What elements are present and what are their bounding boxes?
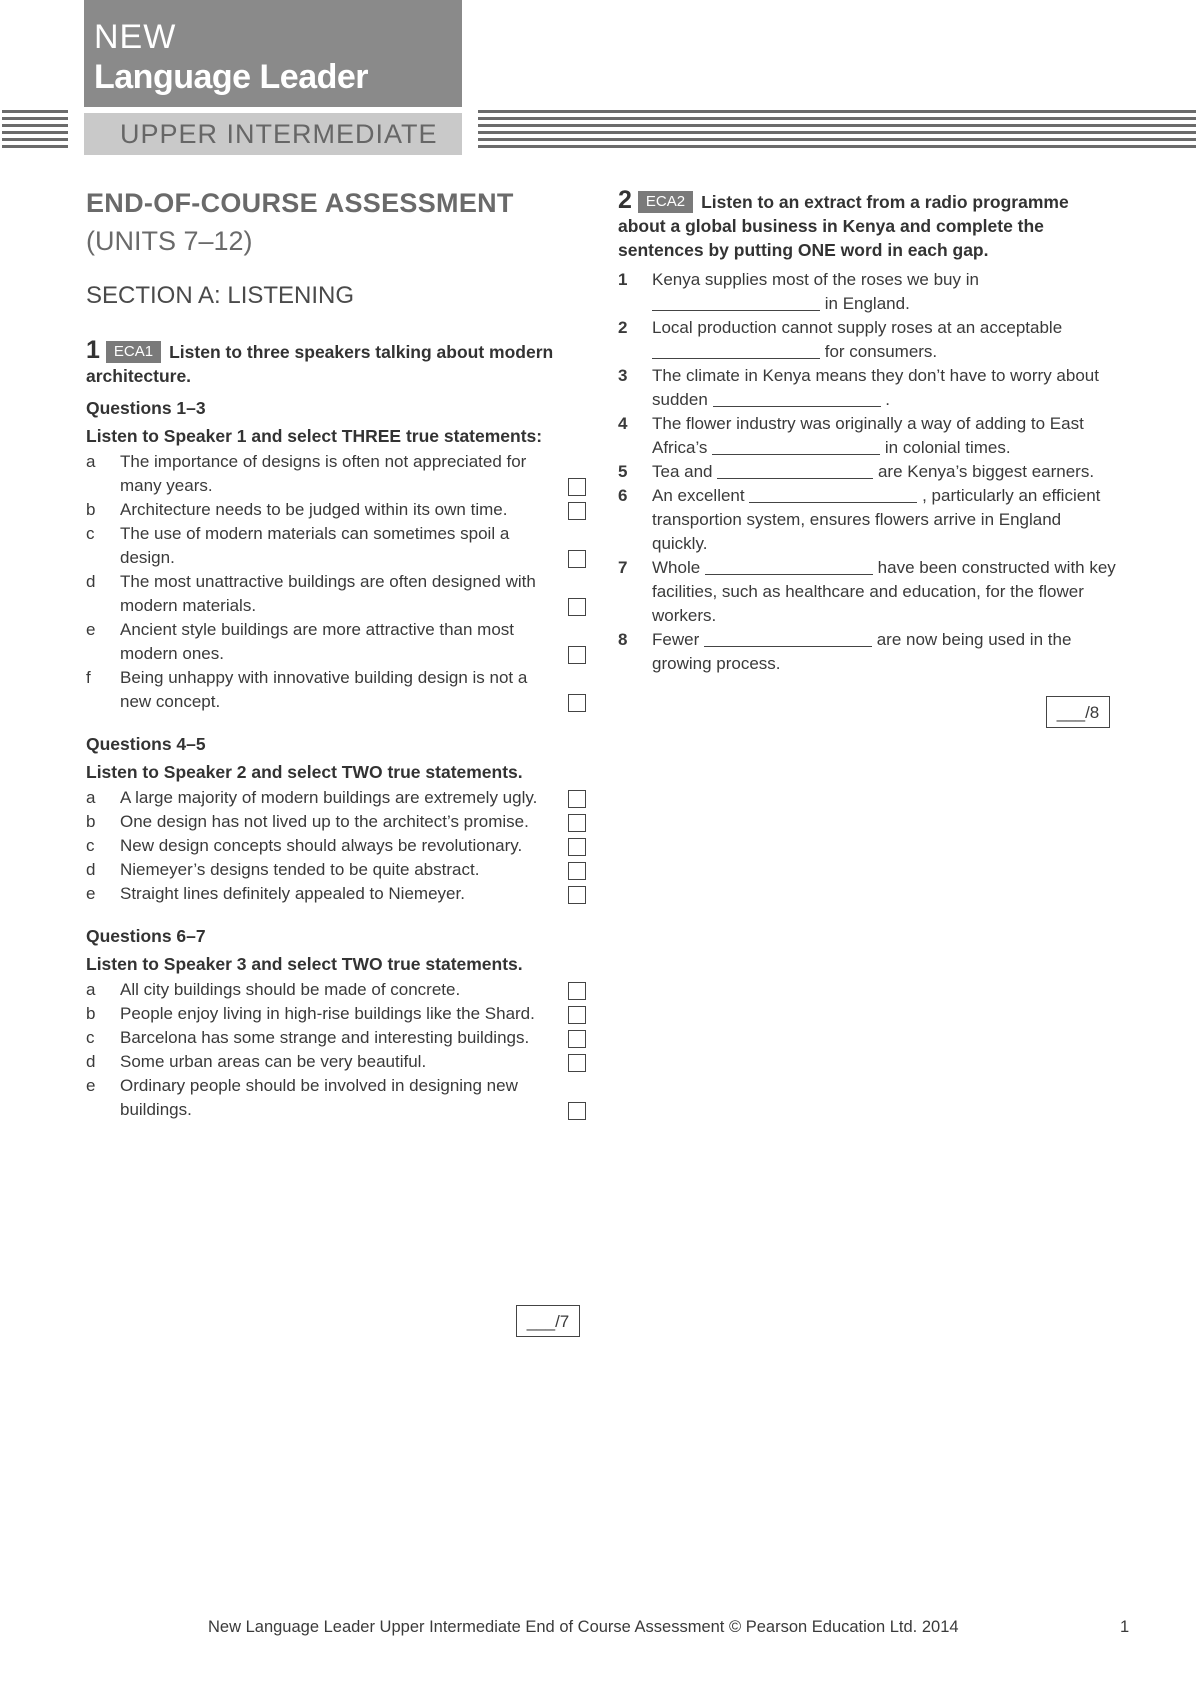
- option-row: [86, 570, 586, 618]
- option-letter: b: [86, 1004, 96, 1023]
- option-text: Architecture needs to be judged within its own time.: [120, 500, 508, 519]
- option-checkbox[interactable]: [568, 1030, 586, 1048]
- item-text-before: Fewer: [652, 630, 700, 649]
- option-text: Being unhappy with innovative building design is not a new concept.: [120, 668, 528, 711]
- answer-blank[interactable]: [704, 630, 872, 647]
- option-row: [86, 498, 586, 522]
- option-row: [86, 810, 586, 834]
- item-number: 2: [618, 318, 628, 337]
- option-row: [86, 1002, 586, 1026]
- item-text-before: The flower industry was originally a way of adding to East Africa’s: [652, 414, 1084, 457]
- option-text: A large majority of modern buildings are extremely ugly.: [120, 788, 538, 807]
- page-number: 1: [1120, 1618, 1130, 1636]
- item-text-after: have been constructed with key facilities, such as healthcare and education, for the flower workers.: [652, 558, 1116, 625]
- option-checkbox[interactable]: [568, 814, 586, 832]
- task-2-heading: [618, 188, 1118, 262]
- option-row: [86, 834, 586, 858]
- gap-fill-item: [618, 628, 1118, 676]
- option-letter: a: [86, 788, 96, 807]
- item-text-before: The climate in Kenya means they don’t have to worry about sudden: [652, 366, 1099, 409]
- answer-blank[interactable]: [652, 294, 820, 311]
- option-row: [86, 666, 586, 714]
- audio-track-badge: ECA2: [638, 191, 693, 213]
- answer-blank[interactable]: [712, 438, 880, 455]
- task-1-number: 1: [86, 336, 100, 364]
- answer-blank[interactable]: [652, 342, 820, 359]
- answer-blank[interactable]: [749, 486, 917, 503]
- item-text-before: Kenya supplies most of the roses we buy in: [652, 270, 979, 289]
- option-text: Barcelona has some strange and interesting buildings.: [120, 1028, 530, 1047]
- answer-blank[interactable]: [713, 390, 881, 407]
- audio-track-badge: ECA1: [106, 341, 161, 363]
- item-text-after: , particularly an efficient transportion system, ensures flowers arrive in England quickly.: [652, 486, 1101, 553]
- option-row: [86, 1074, 586, 1122]
- item-text-after: in England.: [824, 294, 910, 313]
- item-text-before: Local production cannot supply roses at an acceptable: [652, 318, 1063, 337]
- option-text: Straight lines definitely appealed to Niemeyer.: [120, 884, 465, 903]
- option-text: The most unattractive buildings are often designed with modern materials.: [120, 572, 536, 615]
- option-row: [86, 978, 586, 1002]
- page-subtitle: (UNITS 7–12): [86, 226, 253, 256]
- option-text: Niemeyer’s designs tended to be quite abstract.: [120, 860, 480, 879]
- option-letter: a: [86, 452, 96, 471]
- option-letter: c: [86, 836, 95, 855]
- task-1-score-box[interactable]: ___/7: [516, 1305, 580, 1337]
- option-row: [86, 1050, 586, 1074]
- option-checkbox[interactable]: [568, 862, 586, 880]
- item-number: 4: [618, 414, 628, 433]
- question-group-label: Questions 6–7: [86, 926, 206, 946]
- task-2-score-box[interactable]: ___/8: [1046, 696, 1110, 728]
- item-number: 7: [618, 558, 628, 577]
- option-text: One design has not lived up to the architect’s promise.: [120, 812, 529, 831]
- option-checkbox[interactable]: [568, 598, 586, 616]
- option-checkbox[interactable]: [568, 550, 586, 568]
- answer-blank[interactable]: [717, 462, 873, 479]
- option-letter: a: [86, 980, 96, 999]
- gap-fill-item: [618, 316, 1118, 364]
- option-row: [86, 522, 586, 570]
- option-letter: f: [86, 668, 91, 687]
- gap-fill-item: [618, 460, 1118, 484]
- option-letter: c: [86, 524, 95, 543]
- right-column: [618, 188, 1118, 676]
- task-1-heading: [86, 338, 586, 388]
- header-stripes-right: [478, 110, 1196, 154]
- option-checkbox[interactable]: [568, 502, 586, 520]
- item-number: 6: [618, 486, 628, 505]
- option-letter: d: [86, 572, 96, 591]
- option-letter: e: [86, 884, 96, 903]
- task-2-instruction: Listen to an extract from a radio programme about a global business in Kenya and complete the sentences by putting ONE word in each gap.: [618, 192, 1069, 260]
- option-checkbox[interactable]: [568, 982, 586, 1000]
- item-text-after: are now being used in the growing process.: [652, 630, 1072, 673]
- brand-logo: [84, 0, 462, 155]
- option-text: Ordinary people should be involved in designing new buildings.: [120, 1076, 518, 1119]
- item-text-after: are Kenya’s biggest earners.: [877, 462, 1095, 481]
- gap-fill-item: [618, 556, 1118, 628]
- item-number: 5: [618, 462, 628, 481]
- gap-fill-item: [618, 364, 1118, 412]
- option-checkbox[interactable]: [568, 1102, 586, 1120]
- item-number: 3: [618, 366, 628, 385]
- option-text: New design concepts should always be revolutionary.: [120, 836, 523, 855]
- option-letter: d: [86, 860, 96, 879]
- option-letter: b: [86, 500, 96, 519]
- brand-banner: [84, 0, 462, 107]
- option-row: [86, 450, 586, 498]
- option-checkbox[interactable]: [568, 694, 586, 712]
- item-text-before: An excellent: [652, 486, 745, 505]
- option-row: [86, 858, 586, 882]
- option-row: [86, 1026, 586, 1050]
- option-letter: e: [86, 620, 96, 639]
- option-checkbox[interactable]: [568, 1006, 586, 1024]
- page-title: END-OF-COURSE ASSESSMENT: [86, 188, 514, 218]
- option-row: [86, 786, 586, 810]
- option-text: All city buildings should be made of concrete.: [120, 980, 461, 999]
- option-letter: d: [86, 1052, 96, 1071]
- item-number: 1: [618, 270, 628, 289]
- gap-fill-item: [618, 268, 1118, 316]
- left-column: [86, 188, 586, 1122]
- option-checkbox[interactable]: [568, 1054, 586, 1072]
- option-text: The importance of designs is often not appreciated for many years.: [120, 452, 527, 495]
- task-2-number: 2: [618, 186, 632, 214]
- item-text-before: Whole: [652, 558, 701, 577]
- item-number: 8: [618, 630, 628, 649]
- option-checkbox[interactable]: [568, 790, 586, 808]
- option-text: Ancient style buildings are more attractive than most modern ones.: [120, 620, 515, 663]
- answer-blank[interactable]: [705, 558, 873, 575]
- question-group-label: Questions 1–3: [86, 398, 206, 418]
- task-1-instruction: Listen to three speakers talking about modern architecture.: [86, 342, 554, 386]
- section-title: SECTION A: LISTENING: [86, 282, 355, 309]
- item-text-after: .: [885, 390, 890, 409]
- question-group-2: [86, 730, 586, 906]
- option-text: Some urban areas can be very beautiful.: [120, 1052, 427, 1071]
- option-checkbox[interactable]: [568, 478, 586, 496]
- header-stripes-left: [2, 110, 68, 154]
- page-footer: New Language Leader Upper Intermediate End of Course Assessment © Pearson Education Ltd. 2014: [208, 1618, 959, 1636]
- brand-new: NEW: [94, 18, 177, 56]
- item-text-after: for consumers.: [824, 342, 938, 361]
- question-group-3: [86, 922, 586, 1122]
- option-letter: b: [86, 812, 96, 831]
- item-text-before: Tea and: [652, 462, 713, 481]
- gap-fill-item: [618, 412, 1118, 460]
- option-text: The use of modern materials can sometimes spoil a design.: [120, 524, 510, 567]
- gap-fill-item: [618, 484, 1118, 556]
- brand-level: UPPER INTERMEDIATE: [84, 113, 462, 155]
- question-group-1: [86, 394, 586, 714]
- option-row: [86, 882, 586, 906]
- question-group-instruction: Listen to Speaker 2 and select TWO true statements.: [86, 762, 523, 782]
- option-checkbox[interactable]: [568, 646, 586, 664]
- option-checkbox[interactable]: [568, 886, 586, 904]
- question-group-instruction: Listen to Speaker 1 and select THREE true statements:: [86, 426, 543, 446]
- item-text-after: in colonial times.: [884, 438, 1011, 457]
- brand-name: Language Leader: [94, 58, 369, 96]
- option-text: People enjoy living in high-rise buildings like the Shard.: [120, 1004, 535, 1023]
- option-row: [86, 618, 586, 666]
- question-group-instruction: Listen to Speaker 3 and select TWO true statements.: [86, 954, 523, 974]
- option-letter: e: [86, 1076, 96, 1095]
- option-checkbox[interactable]: [568, 838, 586, 856]
- option-letter: c: [86, 1028, 95, 1047]
- question-group-label: Questions 4–5: [86, 734, 206, 754]
